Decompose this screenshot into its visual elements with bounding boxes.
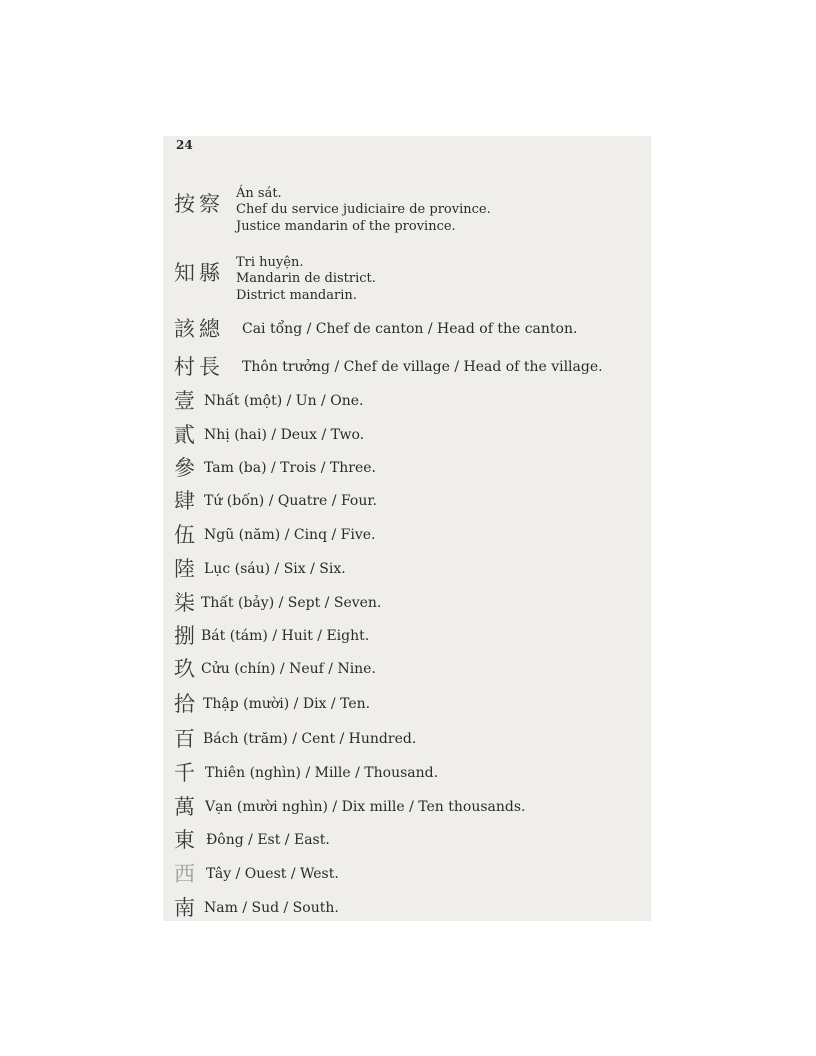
- entry-text: Tây / Ouest / West.: [206, 866, 339, 882]
- entry-text: Vạn (mười nghìn) / Dix mille / Ten thousands.: [205, 799, 526, 815]
- chinese-characters: 萬: [174, 795, 199, 819]
- page-number: 24: [176, 138, 193, 152]
- chinese-characters: 百: [174, 727, 199, 751]
- entry-text: Thiên (nghìn) / Mille / Thousand.: [205, 765, 439, 781]
- chinese-characters: 村長: [174, 355, 224, 379]
- entry-line-french: Chef du service judiciaire de province.: [236, 202, 491, 217]
- chinese-characters: 貳: [174, 423, 199, 447]
- chinese-characters: 東: [174, 828, 199, 852]
- chinese-characters: 該總: [174, 317, 224, 341]
- entry-line-french: Mandarin de district.: [236, 271, 376, 286]
- chinese-characters: 知縣: [174, 261, 224, 285]
- chinese-characters: 陸: [174, 557, 199, 581]
- entry-text: Nam / Sud / South.: [204, 900, 339, 916]
- entry-text: Nhị (hai) / Deux / Two.: [204, 427, 365, 443]
- chinese-characters: 按察: [174, 192, 224, 216]
- chinese-characters: 參: [174, 456, 199, 480]
- entry-line-english: Justice mandarin of the province.: [236, 219, 456, 234]
- entry-line-vietnamese: Tri huyện.: [236, 255, 304, 270]
- chinese-characters: 肆: [174, 489, 199, 513]
- book-page: [163, 136, 651, 921]
- entry-text: Bách (trăm) / Cent / Hundred.: [203, 731, 417, 747]
- entry-text: Tứ (bốn) / Quatre / Four.: [204, 493, 377, 509]
- entry-text: Tam (ba) / Trois / Three.: [204, 460, 376, 476]
- chinese-characters: 玖: [174, 657, 199, 681]
- chinese-characters: 壹: [174, 389, 199, 413]
- entry-text: Cai tổng / Chef de canton / Head of the canton.: [242, 321, 578, 337]
- chinese-characters: 伍: [174, 523, 199, 547]
- entry-text: Ngũ (năm) / Cinq / Five.: [204, 527, 376, 543]
- chinese-characters: 捌: [174, 624, 199, 648]
- entry-text: Nhất (một) / Un / One.: [204, 393, 364, 409]
- chinese-characters: 千: [174, 761, 199, 785]
- entry-text: Bát (tám) / Huit / Eight.: [201, 628, 370, 644]
- entry-text: Đông / Est / East.: [206, 832, 330, 848]
- entry-line-vietnamese: Án sát.: [236, 186, 282, 201]
- entry-text: Cửu (chín) / Neuf / Nine.: [201, 661, 376, 677]
- entry-text: Thất (bảy) / Sept / Seven.: [201, 595, 382, 611]
- chinese-characters: 南: [174, 896, 199, 920]
- chinese-characters: 柒: [174, 591, 199, 615]
- chinese-characters: 西: [174, 862, 199, 886]
- chinese-characters: 拾: [174, 692, 199, 716]
- entry-text: Thôn trưởng / Chef de village / Head of the village.: [242, 359, 603, 375]
- entry-line-english: District mandarin.: [236, 288, 357, 303]
- entry-text: Lục (sáu) / Six / Six.: [204, 561, 346, 577]
- entry-text: Thập (mười) / Dix / Ten.: [203, 696, 371, 712]
